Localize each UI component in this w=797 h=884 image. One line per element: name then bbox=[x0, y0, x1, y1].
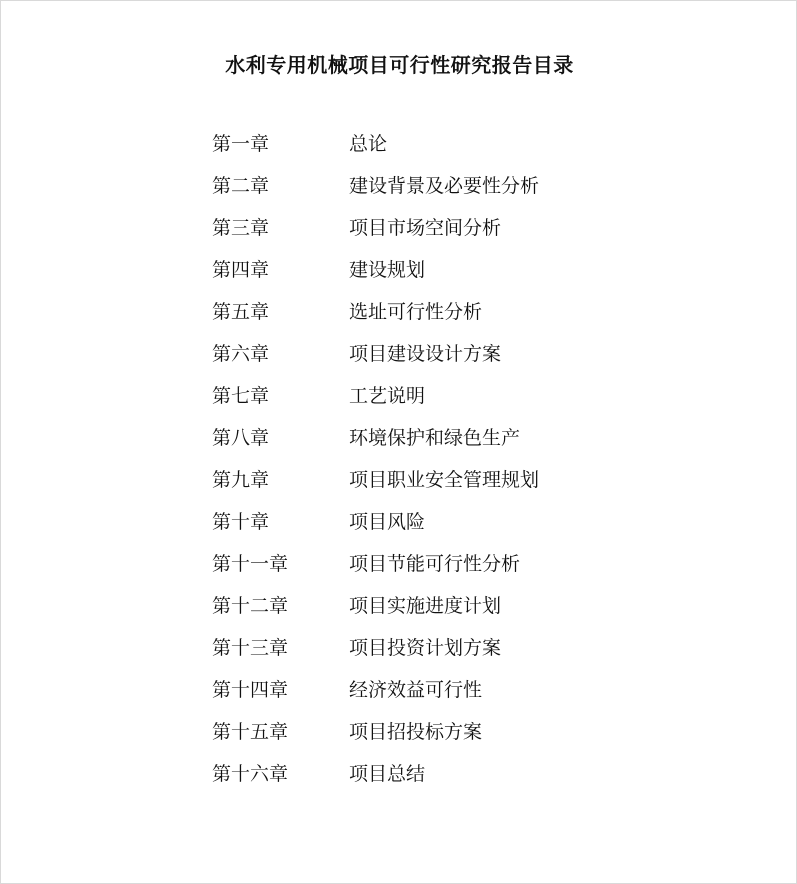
chapter-number: 第三章 bbox=[212, 217, 270, 239]
chapter-title: 工艺说明 bbox=[349, 385, 426, 407]
toc-row bbox=[212, 291, 539, 333]
toc-row bbox=[212, 207, 539, 249]
toc-row bbox=[212, 375, 539, 417]
chapter-number: 第十五章 bbox=[212, 721, 289, 743]
toc-row bbox=[212, 627, 539, 669]
chapter-number: 第十六章 bbox=[212, 763, 289, 785]
toc-row bbox=[212, 459, 539, 501]
chapter-number: 第二章 bbox=[212, 175, 270, 197]
chapter-number: 第十二章 bbox=[212, 595, 289, 617]
chapter-number: 第六章 bbox=[212, 343, 270, 365]
chapter-number: 第七章 bbox=[212, 385, 270, 407]
chapter-number: 第十三章 bbox=[212, 637, 289, 659]
chapter-title: 项目招投标方案 bbox=[349, 721, 483, 743]
chapter-number: 第八章 bbox=[212, 427, 270, 449]
toc-row bbox=[212, 123, 539, 165]
chapter-number: 第四章 bbox=[212, 259, 270, 281]
table-of-contents bbox=[212, 123, 539, 795]
toc-row bbox=[212, 333, 539, 375]
document-title: 水利专用机械项目可行性研究报告目录 bbox=[225, 53, 574, 77]
toc-row bbox=[212, 711, 539, 753]
chapter-title: 建设背景及必要性分析 bbox=[349, 175, 540, 197]
chapter-title: 项目市场空间分析 bbox=[349, 217, 502, 239]
chapter-title: 项目实施进度计划 bbox=[349, 595, 502, 617]
toc-row bbox=[212, 165, 539, 207]
chapter-title: 总论 bbox=[349, 133, 388, 155]
chapter-title: 项目职业安全管理规划 bbox=[349, 469, 540, 491]
chapter-title: 项目风险 bbox=[349, 511, 426, 533]
toc-row bbox=[212, 249, 539, 291]
toc-row bbox=[212, 417, 539, 459]
chapter-title: 建设规划 bbox=[349, 259, 426, 281]
chapter-number: 第十四章 bbox=[212, 679, 289, 701]
toc-row bbox=[212, 501, 539, 543]
toc-row bbox=[212, 669, 539, 711]
chapter-number: 第十章 bbox=[212, 511, 270, 533]
chapter-number: 第五章 bbox=[212, 301, 270, 323]
chapter-number: 第十一章 bbox=[212, 553, 289, 575]
chapter-title: 选址可行性分析 bbox=[349, 301, 483, 323]
toc-row bbox=[212, 585, 539, 627]
toc-row bbox=[212, 543, 539, 585]
chapter-title: 项目总结 bbox=[349, 763, 426, 785]
chapter-title: 项目节能可行性分析 bbox=[349, 553, 521, 575]
chapter-title: 经济效益可行性 bbox=[349, 679, 483, 701]
chapter-number: 第九章 bbox=[212, 469, 270, 491]
chapter-title: 环境保护和绿色生产 bbox=[349, 427, 521, 449]
chapter-number: 第一章 bbox=[212, 133, 270, 155]
toc-row bbox=[212, 753, 539, 795]
chapter-title: 项目建设设计方案 bbox=[349, 343, 502, 365]
chapter-title: 项目投资计划方案 bbox=[349, 637, 502, 659]
